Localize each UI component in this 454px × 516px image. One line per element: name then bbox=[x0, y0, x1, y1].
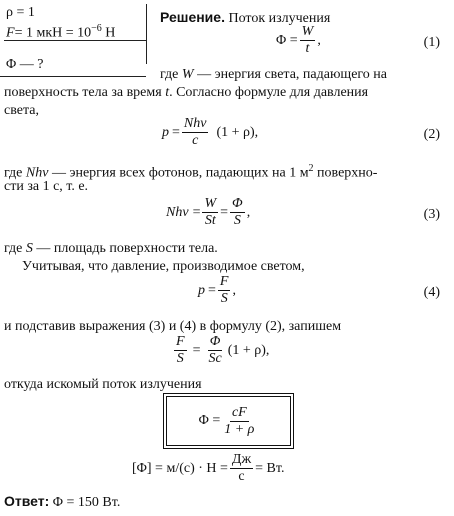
given-rho: ρ = 1 bbox=[6, 5, 35, 20]
answer-label: Ответ: bbox=[4, 493, 50, 509]
result-formula-box bbox=[166, 396, 291, 446]
paragraph-1-line-3: света, bbox=[4, 103, 39, 118]
equation-3-label: (3) bbox=[423, 207, 440, 222]
equation-4: p = $\frac{F}{S}$ , bbox=[198, 274, 236, 306]
solution-heading: Решение. bbox=[160, 9, 225, 25]
paragraph-2-line-2: сти за 1 с, т. е. bbox=[4, 179, 89, 194]
equation-6: Φ = $\frac{cF}{1 + \rho}$ bbox=[198, 404, 255, 437]
paragraph-4: и подставив выражения (3) и (4) в формулу (2), запишем bbox=[4, 319, 342, 334]
solution-intro: Поток излучения bbox=[228, 11, 331, 26]
paragraph-2-line-1: где Nhν — энергия всех фотонов, падающих на 1 $м^2$ поверхно- bbox=[4, 163, 378, 181]
answer-value: Φ = 150 Вт. bbox=[49, 495, 121, 510]
equation-4-label: (4) bbox=[423, 285, 440, 300]
equation-2-label: (2) bbox=[423, 127, 440, 142]
paragraph-3-line-2: Учитывая, что давление, производимое светом, bbox=[22, 259, 305, 274]
equation-1-label: (1) bbox=[423, 35, 440, 50]
equation-3: Nhν = $\frac{W}{St}$ = $\frac{\Phi}{S}$ , bbox=[166, 196, 251, 228]
units-check: [Φ] = м/(с) · Н = $\frac{Дж}{с}$ = Вт. bbox=[132, 452, 285, 484]
equation-2: p = $\frac{\text{Nhν}}{c}$ (1 + ρ), bbox=[162, 116, 259, 148]
paragraph-5: откуда искомый поток излучения bbox=[4, 377, 202, 392]
equation-1: Φ = $\frac{W}{t}$ , bbox=[276, 24, 321, 56]
paragraph-1-line-2: поверхность тела за время t. Согласно формуле для давления bbox=[4, 85, 369, 100]
answer-line bbox=[4, 492, 120, 512]
paragraph-3-line-1: где S — площадь поверхности тела. bbox=[4, 241, 218, 256]
find-divider bbox=[0, 76, 146, 77]
paragraph-1-line-1: где W — энергия света, падающего на bbox=[160, 67, 388, 82]
given-find: Φ — ? bbox=[6, 57, 44, 72]
equation-5: $\frac{F}{S}$ = $\frac{\Phi}{Sc}$ (1 + ρ), bbox=[176, 334, 270, 366]
given-force: F= 1 мкН = $10^{-6}$ Н bbox=[6, 23, 116, 41]
